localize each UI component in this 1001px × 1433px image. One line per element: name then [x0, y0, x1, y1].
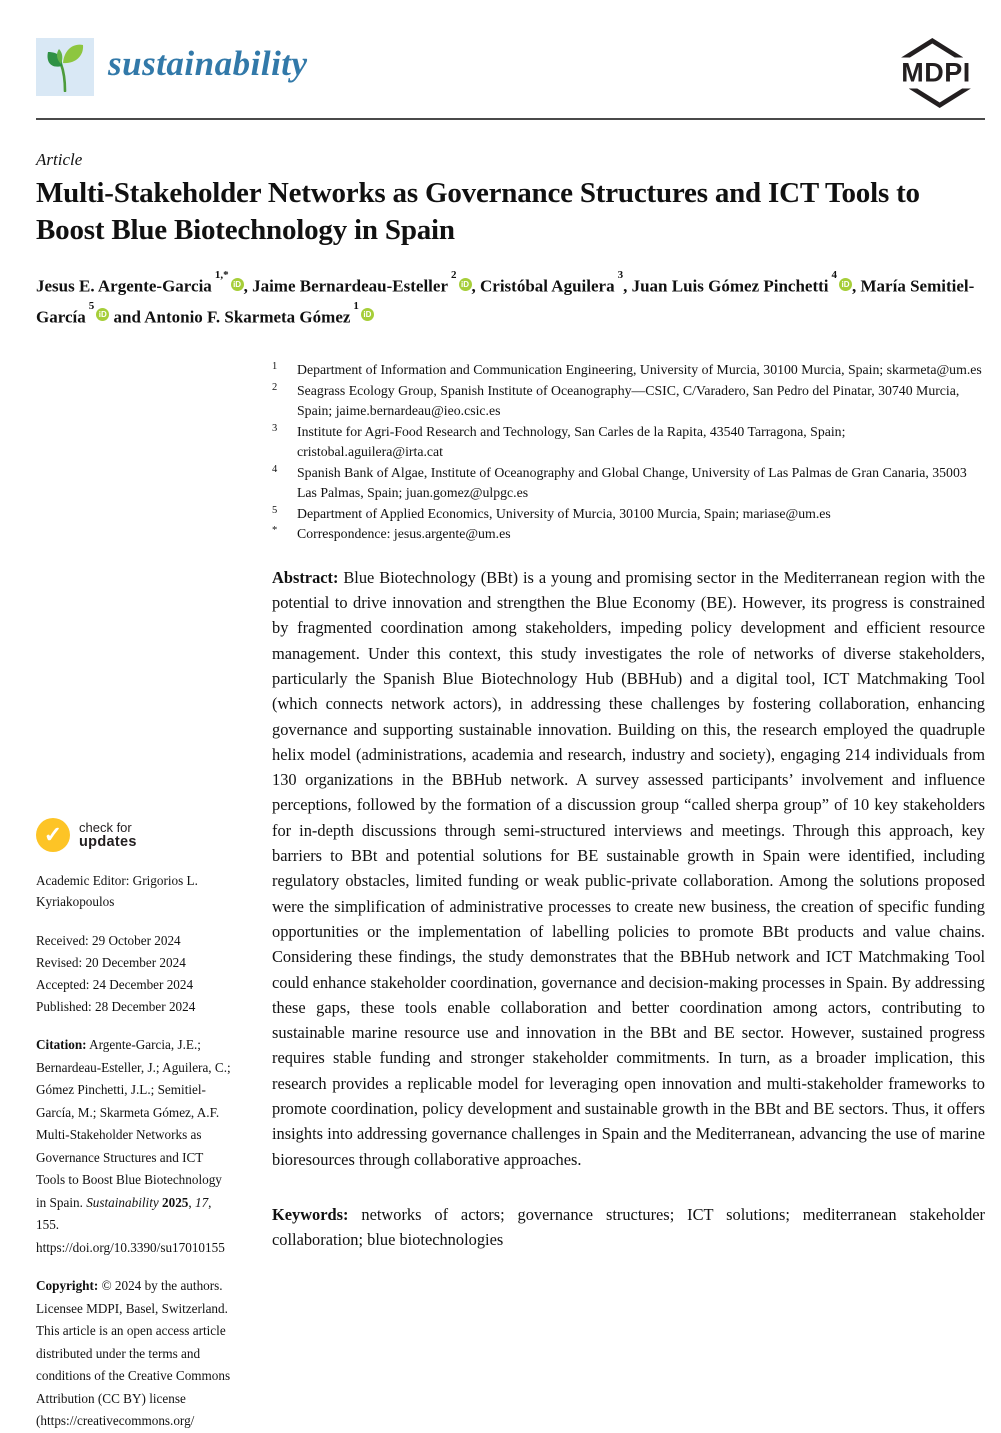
affiliation-row: [272, 524, 985, 545]
abstract: [272, 565, 985, 1172]
citation-volume: 17: [194, 1194, 209, 1210]
header-divider: [36, 118, 985, 120]
author-affiliation-sup: 4: [831, 269, 838, 281]
abstract-text: Blue Biotechnology (BBt) is a young and promising sector in the Mediterranean region with the potential to drive innovation and strengthen the Blue Economy (BE). However, its progress is constrained by fragmented coordination among stakeholders, impeding policy development and efficient resource management. Under this context, this study investigates the role of networks of diverse stakeholders, particularly the Spanish Blue Biotechnology Hub (BBHub) and a digital tool, ICT Matchmaking Tool (which connects network actors), in addressing these challenges by fostering collaboration, enhancing governance and supporting sustainable innovation. Building on this, the research employed the quadruple helix model (administrations, academia and research, industry and society), engaging 214 individuals from 130 organizations in the BBHub network. A survey assessed participants’ involvement and influence perceptions, followed by the formation of a discussion group “called sherpa group” of 10 key stakeholders for in-depth discussions through semi-structured interviews and meetings. Through this approach, key barriers to BBt and potential solutions for BE sustainable growth in Spain were identified, including regulatory obstacles, limited funding or weak public-private collaboration. Among the solutions proposed were the simplification of administrative processes to create new business, the creation of specific funding opportunities or the implementation of labelling policies to promote BBt products and value chains. Considering these findings, the study demonstrates that the BBHub network and ICT Matchmaking Tool could enhance stakeholder coordination, governance and decision-making processes in Spain. By addressing these gaps, these tools enable collaboration and better coordination among actors, contributing to sustainable marine resource use and innovation in the BBt and BE sector. However, sustained progress requires stable funding and stronger stakeholder commitments. In turn, as a broader implication, this research provides a replicable model for leveraging open innovation and multi-stakeholder frameworks to promote coordination, policy development and sustainable growth in the BBt and BE sectors. Thus, it offers insights into addressing governance challenges in Spain and the Mediterranean, advancing the use of marine bioresources through collaborative approaches.: [272, 567, 985, 1169]
copyright-text: © 2024 by the authors. Licensee MDPI, Basel, Switzerland. This article is an open access article distributed under the terms and conditions of the Creative Commons Attribution (CC BY) license: [36, 1278, 231, 1406]
body-columns: [36, 360, 985, 1433]
authors-line: Jesus E. Argente-Garcia$^{1,*}$iD , Jaime Bernardeau-Esteller$^2$iD , Cristóbal Aguilera$^3$, Juan Luis Gómez Pinchetti$^4$iD , María Semitiel-García$^5$iD and Antonio F. Skarmeta Gómez$^1$iD: [36, 269, 975, 327]
date-line: Accepted: 24 December 2024: [36, 977, 194, 993]
mdpi-wordmark: MDPI: [901, 57, 971, 88]
citation-label: Citation:: [36, 1037, 87, 1053]
affiliation-number: 2: [272, 381, 278, 393]
mdpi-logo: [893, 38, 979, 108]
keywords-text: networks of actors; governance structures; ICT solutions; mediterranean stakeholder collaboration; blue biotechnologies: [272, 1204, 985, 1250]
orcid-icon[interactable]: iD: [96, 308, 109, 321]
date-line: Received: 29 October 2024: [36, 933, 181, 949]
citation-pages: , 155.: [36, 1194, 212, 1233]
page-header: [36, 38, 985, 102]
citation-body: Argente-Garcia, J.E.; Bernardeau-Esteller, J.; Aguilera, C.; Gómez Pinchetti, J.L.; Semitiel-García, M.; Skarmeta Gómez, A.F. Multi-Stakeholder Networks as Governance Structures and ICT Tools to Boost Blue Biotechnology in Spain.: [36, 1037, 231, 1210]
badge-line2: updates: [79, 834, 137, 851]
date-line: Revised: 20 December 2024: [36, 955, 186, 971]
affiliation-row: [272, 422, 985, 463]
journal-logo: [36, 38, 308, 96]
author-affiliation-sup: 1: [353, 299, 359, 312]
affiliation-text: Spanish Bank of Algae, Institute of Oceanography and Global Change, University of Las Palmas de Gran Canaria, 35003 Las Palmas, Spain; juan.gomez@ulpgc.es: [297, 464, 967, 501]
checkmark-icon: ✓: [36, 818, 70, 852]
affiliation-row: [272, 504, 985, 525]
affiliation-number: 3: [272, 422, 278, 434]
affiliation-number: *: [272, 525, 278, 537]
cc-license-link[interactable]: (https://creativecommons.org/: [36, 1413, 195, 1429]
affiliation-row: [272, 360, 985, 381]
orcid-icon[interactable]: iD: [839, 278, 852, 291]
orcid-icon[interactable]: iD: [231, 278, 244, 291]
sustainability-plant-icon: [36, 38, 94, 96]
author-affiliation-sup: 2: [451, 269, 457, 281]
author-name: Jaime Bernardeau-Esteller: [252, 276, 448, 296]
keywords: [272, 1202, 985, 1253]
keywords-label: Keywords:: [272, 1204, 349, 1224]
doi-link[interactable]: https://doi.org/10.3390/su17010155: [36, 1239, 225, 1255]
article-type-label: Article: [36, 150, 83, 169]
left-sidebar: [36, 360, 232, 1433]
affiliation-row: [272, 463, 985, 504]
academic-editor: Academic Editor: Grigorios L. Kyriakopoulos: [36, 873, 198, 910]
affiliation-number: 4: [272, 463, 278, 475]
author-affiliation-sup: 5: [88, 299, 95, 312]
date-line: Published: 28 December 2024: [36, 999, 196, 1015]
affiliation-text: Department of Information and Communication Engineering, University of Murcia, 30100 Murcia, Spain; skarmeta@um.es: [297, 362, 982, 378]
author-name: Jesus E. Argente-Garcia: [36, 276, 212, 296]
affiliation-text: Seagrass Ecology Group, Spanish Institute of Oceanography—CSIC, C/Varadero, San Pedro del Pinatar, 30740 Murcia, Spain; jaime.bernardeau@ieo.csic.es: [297, 382, 960, 419]
author-name: María Semitiel-García: [36, 276, 975, 327]
citation-journal: Sustainability: [86, 1194, 163, 1210]
check-for-updates-badge[interactable]: [36, 818, 232, 852]
affiliation-text: Correspondence: jesus.argente@um.es: [297, 526, 511, 542]
author-name: Juan Luis Gómez Pinchetti: [631, 276, 829, 296]
author-affiliation-sup: 1,*: [214, 269, 229, 281]
journal-name: sustainability: [108, 44, 308, 83]
main-column: [272, 360, 985, 1433]
author-affiliation-sup: 3: [617, 269, 624, 281]
orcid-icon[interactable]: iD: [361, 308, 374, 321]
affiliations: [272, 360, 985, 545]
affiliation-text: Department of Applied Economics, University of Murcia, 30100 Murcia, Spain; mariase@um.es: [297, 505, 831, 521]
abstract-label: Abstract:: [272, 567, 339, 587]
history-dates: [36, 930, 232, 1018]
author-name: Cristóbal Aguilera: [480, 276, 615, 296]
citation-year: 2025: [162, 1194, 189, 1210]
copyright-block: [36, 1275, 232, 1433]
affiliation-number: 5: [272, 504, 278, 516]
affiliation-text: Institute for Agri-Food Research and Technology, San Carles de la Rapita, 43540 Tarragona, Spain; cristobal.aguilera@irta.cat: [297, 423, 846, 460]
affiliation-row: [272, 381, 985, 422]
author-name: Antonio F. Skarmeta Gómez: [144, 307, 351, 327]
affiliation-number: 1: [272, 361, 278, 373]
paper-title: Multi-Stakeholder Networks as Governance Structures and ICT Tools to Boost Blue Biotechnology in Spain: [36, 177, 920, 246]
copyright-label: Copyright:: [36, 1278, 99, 1294]
citation-block: Citation: Argente-Garcia, J.E.; Bernardeau-Esteller, J.; Aguilera, C.; Gómez Pinchetti, J.L.; Semitiel-García, M.; Skarmeta Gómez, A.F. Multi-Stakeholder Networks as Governance Structures and ICT Tools to Boost Blue Biotechnology in Spain. Sustainability 2025, 17, 155. https://doi.org/10.3390/su17010155: [36, 1037, 231, 1255]
orcid-icon[interactable]: iD: [459, 278, 472, 291]
badge-line1: check for: [79, 820, 132, 836]
